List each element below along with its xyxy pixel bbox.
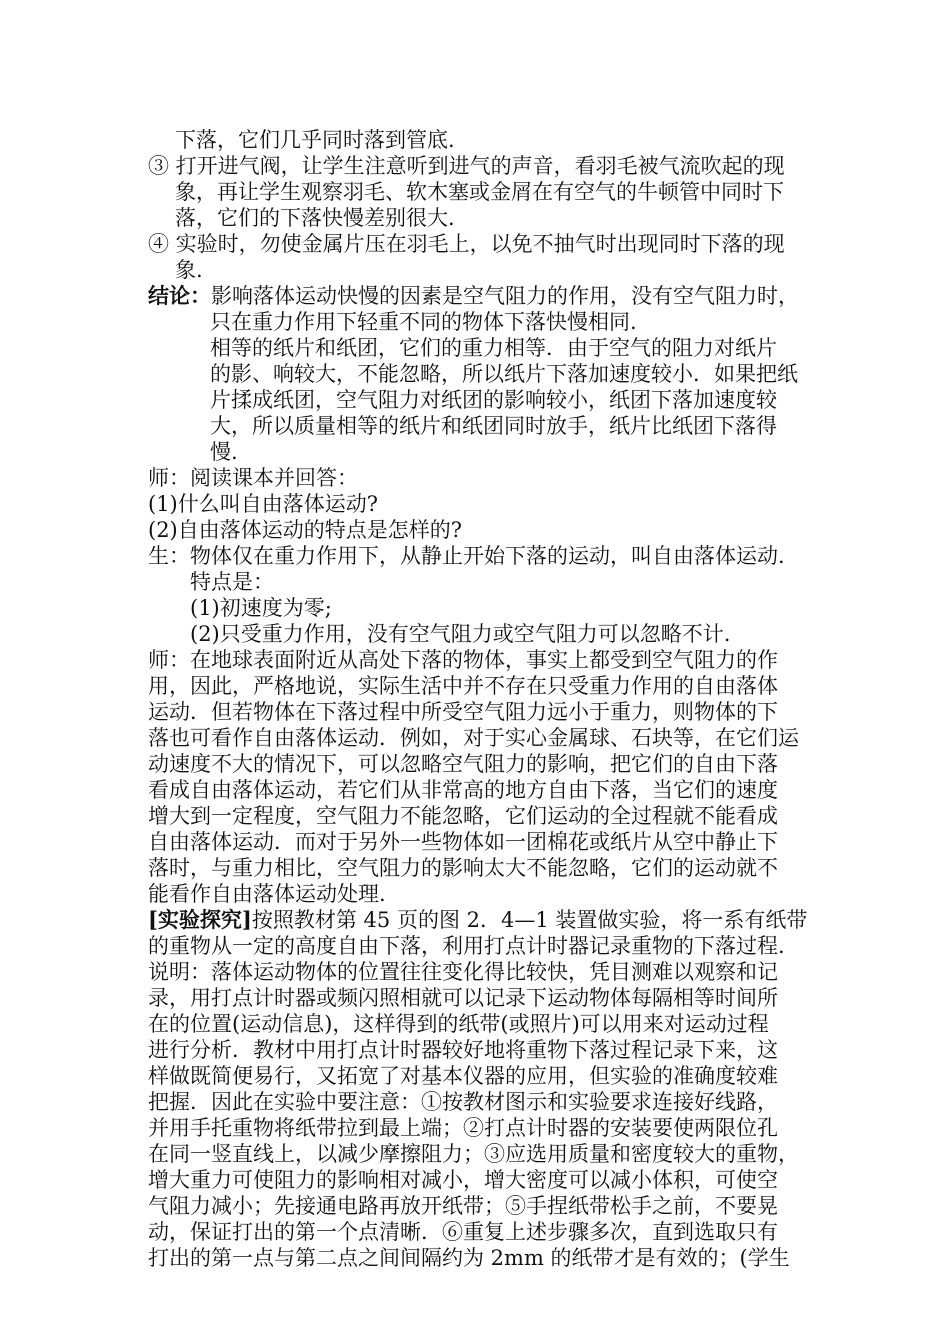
conclusion-line xyxy=(148,283,799,309)
text-line: 运动．但若物体在下落过程中所受空气阻力远小于重力，则物体的下 xyxy=(148,700,778,724)
text-line: 打出的第一点与第二点之间间隔约为 2mm 的纸带才是有效的；(学生 xyxy=(148,1246,790,1270)
text-line: 师：在地球表面附近从高处下落的物体，事实上都受到空气阻力的作 xyxy=(148,648,778,672)
text-line: 说明：落体运动物体的位置往往变化得比较快，凭目测难以观察和记 xyxy=(148,960,778,984)
text-line: (1)初速度为零; xyxy=(190,596,332,620)
text-line: 下落，它们几乎同时落到管底. xyxy=(175,128,455,152)
conclusion-text: 影响落体运动快慢的因素是空气阻力的作用，没有空气阻力时， xyxy=(211,284,799,308)
text-line: 只在重力作用下轻重不同的物体下落快慢相同. xyxy=(210,310,637,334)
text-line: 样做既简便易行，又拓宽了对基本仪器的应用，但实验的准确度较难 xyxy=(148,1064,778,1088)
text-line: 生：物体仅在重力作用下，从静止开始下落的运动，叫自由落体运动. xyxy=(148,544,785,568)
text-line: 用，因此，严格地说，实际生活中并不存在只受重力作用的自由落体 xyxy=(148,674,778,698)
text-line: 师：阅读课本并回答： xyxy=(148,466,358,490)
text-line: 能看作自由落体运动处理. xyxy=(148,882,386,906)
text-line: 的影、响较大，不能忽略，所以纸片下落加速度较小．如果把纸 xyxy=(210,362,798,386)
text-line: 象，再让学生观察羽毛、软木塞或金屑在有空气的牛顿管中同时下 xyxy=(175,180,784,204)
text-line: 相等的纸片和纸团，它们的重力相等．由于空气的阻力对纸片 xyxy=(210,336,777,360)
experiment-label: [实验探究] xyxy=(148,907,252,932)
text-line: (2)自由落体运动的特点是怎样的? xyxy=(148,518,463,542)
text-line: 进行分析．教材中用打点计时器较好地将重物下落过程记录下来，这 xyxy=(148,1038,778,1062)
text-line: 象. xyxy=(175,258,203,282)
text-line: 片揉成纸团，空气阻力对纸团的影响较小，纸团下落加速度较 xyxy=(210,388,777,412)
text-line: 增大到一定程度，空气阻力不能忽略，它们运动的全过程就不能看成 xyxy=(148,804,778,828)
text-line: 录，用打点计时器或频闪照相就可以记录下运动物体每隔相等时间所 xyxy=(148,986,778,1010)
text-line: 的重物从一定的高度自由下落，利用打点计时器记录重物的下落过程. xyxy=(148,934,785,958)
text-line: 落时，与重力相比，空气阻力的影响太大不能忽略，它们的运动就不 xyxy=(148,856,778,880)
text-line: 动，保证打出的第一个点清晰．⑥重复上述步骤多次，直到选取只有 xyxy=(148,1220,778,1244)
text-line: 慢. xyxy=(210,440,238,464)
text-line: (2)只受重力作用，没有空气阻力或空气阻力可以忽略不计. xyxy=(190,622,731,646)
text-line: (1)什么叫自由落体运动? xyxy=(148,492,379,516)
text-line: ④ 实验时，勿使金属片压在羽毛上，以免不抽气时出现同时下落的现 xyxy=(148,232,785,256)
text-line: 把握．因此在实验中要注意：①按教材图示和实验要求连接好线路， xyxy=(148,1090,778,1114)
text-line: 特点是： xyxy=(190,570,274,594)
text-line: 气阻力减小；先接通电路再放开纸带；⑤手捏纸带松手之前，不要晃 xyxy=(148,1194,778,1218)
text-line: 并用手托重物将纸带拉到最上端；②打点计时器的安装要使两限位孔 xyxy=(148,1116,778,1140)
conclusion-label: 结论： xyxy=(148,283,211,308)
text-line: 增大重力可使阻力的影响相对减小，增大密度可以减小体积，可使空 xyxy=(148,1168,778,1192)
text-line: 在的位置(运动信息)，这样得到的纸带(或照片)可以用来对运动过程 xyxy=(148,1012,769,1036)
experiment-line xyxy=(148,907,807,933)
text-line: 动速度不大的情况下，可以忽略空气阻力的影响，把它们的自由下落 xyxy=(148,752,778,776)
text-line: 大，所以质量相等的纸片和纸团同时放手，纸片比纸团下落得 xyxy=(210,414,777,438)
text-line: 自由落体运动．而对于另外一些物体如一团棉花或纸片从空中静止下 xyxy=(148,830,778,854)
text-line: 在同一竖直线上，以减少摩擦阻力；③应选用质量和密度较大的重物， xyxy=(148,1142,799,1166)
experiment-text: 按照教材第 45 页的图 2．4—1 装置做实验，将一系有纸带 xyxy=(251,908,808,932)
text-line: 落，它们的下落快慢差别很大. xyxy=(175,206,455,230)
text-line: 看成自由落体运动，若它们从非常高的地方自由下落，当它们的速度 xyxy=(148,778,778,802)
text-line: ③ 打开进气阀，让学生注意听到进气的声音，看羽毛被气流吹起的现 xyxy=(148,154,785,178)
text-line: 落也可看作自由落体运动．例如，对于实心金属球、石块等，在它们运 xyxy=(148,726,799,750)
